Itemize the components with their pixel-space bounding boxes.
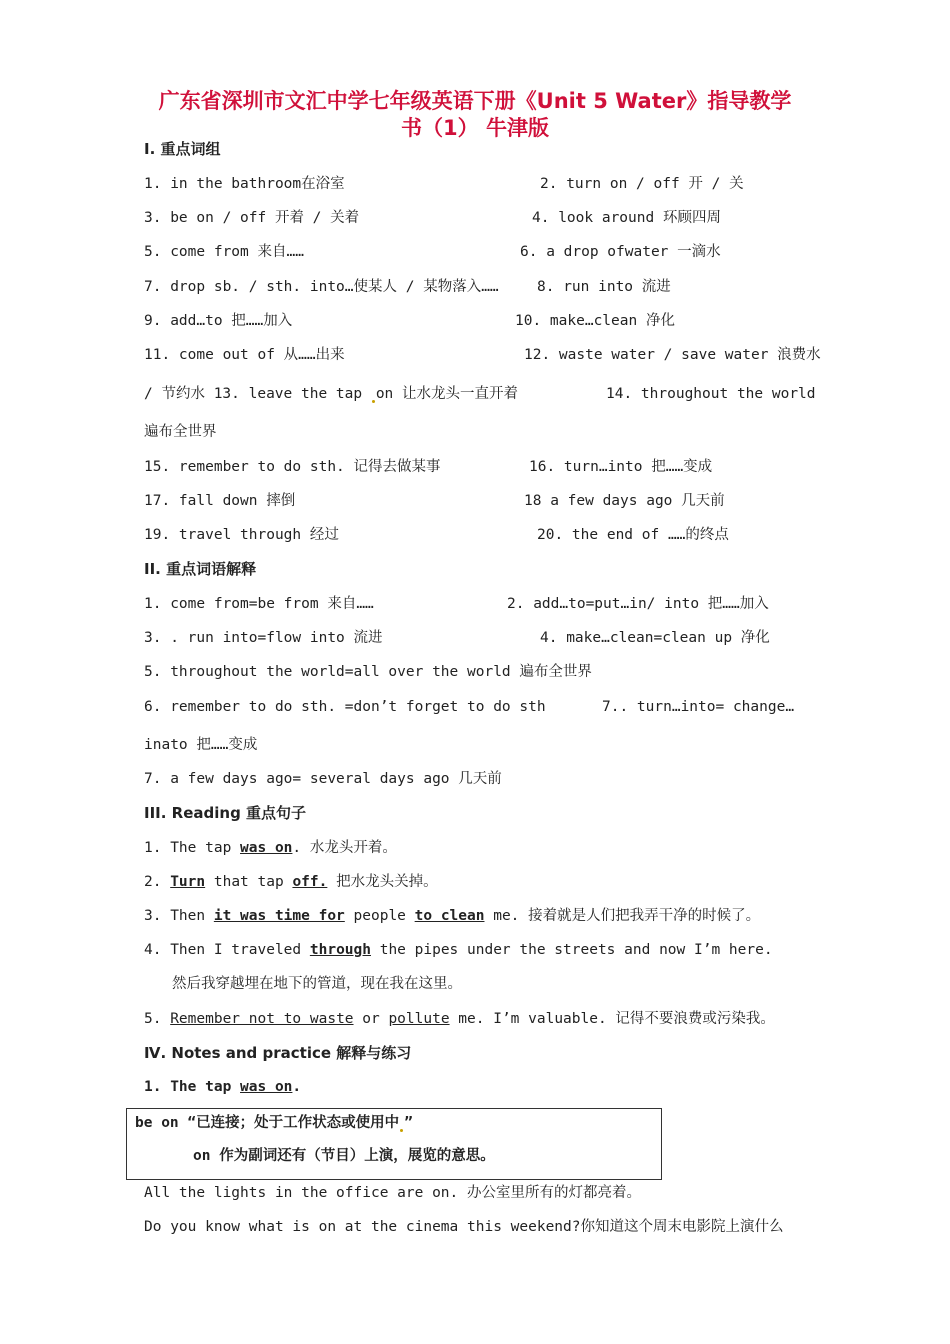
sentence-text: 把水龙头关掉。	[327, 874, 438, 890]
sentence-text: the pipes under the streets and now I’m here.	[370, 942, 773, 958]
sentence-key-phrase: pollute	[388, 1011, 450, 1027]
note-box-text: ”	[404, 1115, 413, 1131]
note-key-phrase: was on	[240, 1079, 293, 1095]
phrase-item: 5. come from 来自……	[144, 244, 304, 260]
sentence-text: 4. Then I traveled	[144, 942, 310, 958]
phrase-item: 9. add…to 把……加入	[144, 313, 293, 329]
phrase-item: 19. travel through 经过	[144, 527, 339, 543]
note-box-text: be on “已连接；处于工作状态或使用中	[135, 1115, 400, 1131]
explain-item: 4. make…clean=clean up 净化	[540, 630, 770, 646]
example-sentence-2: Do you know what is on at the cinema this weekend?你知道这个周末电影院上演什么	[144, 1219, 784, 1235]
title-line-2: 书（1） 牛津版	[401, 116, 549, 140]
phrase-item-continued	[144, 382, 518, 406]
phrase-item: 8. run into 流进	[537, 279, 671, 295]
phrase-text: on 让水龙头一直开着	[375, 386, 519, 402]
dot-mark	[372, 400, 375, 403]
section-1-heading: I. 重点词组	[144, 140, 221, 158]
note-box-line-2: on 作为副词还有（节目）上演，展览的意思。	[193, 1148, 495, 1164]
document-title	[100, 88, 850, 142]
note-text: .	[292, 1079, 302, 1095]
phrase-item: 20. the end of ……的终点	[537, 527, 729, 543]
sentence-3	[144, 904, 760, 928]
sentence-text: that tap	[205, 874, 293, 890]
phrase-item: 16. turn…into 把……变成	[529, 459, 713, 475]
explain-item: 3. . run into=flow into 流进	[144, 630, 383, 646]
phrase-item: 1. in the bathroom在浴室	[144, 176, 345, 192]
section-2-heading: II. 重点词语解释	[144, 560, 257, 578]
section-3-heading: III. Reading 重点句子	[144, 804, 307, 822]
phrase-item: 18 a few days ago 几天前	[524, 493, 725, 509]
phrase-item: 14. throughout the world	[606, 386, 816, 402]
phrase-item: 7. drop sb. / sth. into…使某人 / 某物落入……	[144, 279, 499, 295]
sentence-key-phrase: through	[309, 942, 371, 958]
sentence-key-phrase: Remember not to waste	[170, 1011, 354, 1027]
explain-item-continued: inato 把……变成	[144, 737, 258, 753]
explain-item: 5. throughout the world=all over the world 遍布全世界	[144, 664, 592, 680]
explain-item: 6. remember to do sth. =don’t forget to do sth	[144, 699, 546, 715]
phrase-item-continued: 遍布全世界	[144, 424, 217, 440]
explain-item: 7.. turn…into= change…	[602, 699, 795, 715]
sentence-text: 2.	[144, 874, 171, 890]
sentence-key-phrase: Turn	[170, 874, 206, 890]
sentence-text: me. I’m valuable. 记得不要浪费或污染我。	[449, 1011, 775, 1027]
sentence-1	[144, 836, 397, 860]
phrase-item: 15. remember to do sth. 记得去做某事	[144, 459, 441, 475]
sentence-2	[144, 870, 438, 894]
note-box	[126, 1108, 662, 1180]
explain-item: 2. add…to=put…in/ into 把……加入	[507, 596, 769, 612]
sentence-4	[144, 938, 773, 962]
phrase-item: 2. turn on / off 开 / 关	[540, 176, 744, 192]
explain-item: 7. a few days ago= several days ago 几天前	[144, 771, 502, 787]
phrase-item: 4. look around 环顾四周	[532, 210, 721, 226]
explain-item: 1. come from=be from 来自……	[144, 596, 374, 612]
phrase-item: 3. be on / off 开着 / 关着	[144, 210, 360, 226]
sentence-5	[144, 1007, 775, 1031]
section-4-heading: Ⅳ. Notes and practice 解释与练习	[144, 1044, 412, 1062]
sentence-4-translation: 然后我穿越埋在地下的管道，现在我在这里。	[172, 976, 462, 992]
dot-mark	[400, 1129, 403, 1132]
sentence-text: people	[344, 908, 415, 924]
sentence-text: or	[353, 1011, 389, 1027]
title-line-1: 广东省深圳市文汇中学七年级英语下册《Unit 5 Water》指导教学	[158, 89, 792, 113]
sentence-key-phrase: was on	[240, 840, 293, 856]
example-sentence-1: All the lights in the office are on. 办公室里所有的灯都亮着。	[144, 1185, 641, 1201]
phrase-item: 10. make…clean 净化	[515, 313, 675, 329]
sentence-key-phrase: off.	[292, 874, 328, 890]
phrase-item: 12. waste water / save water 浪费水	[524, 347, 821, 363]
phrase-item: 11. come out of 从……出来	[144, 347, 345, 363]
sentence-text: me. 接着就是人们把我弄干净的时候了。	[484, 908, 761, 924]
sentence-text: . 水龙头开着。	[292, 840, 397, 856]
sentence-key-phrase: to clean	[414, 908, 485, 924]
phrase-item: 17. fall down 摔倒	[144, 493, 296, 509]
sentence-text: 5.	[144, 1011, 171, 1027]
phrase-item: 6. a drop ofwater 一滴水	[520, 244, 721, 260]
note-subheading	[144, 1075, 301, 1099]
sentence-key-phrase: it was time for	[213, 908, 345, 924]
sentence-text: 3. Then	[144, 908, 214, 924]
note-text: 1. The tap	[144, 1079, 241, 1095]
sentence-text: 1. The tap	[144, 840, 241, 856]
note-box-line-1	[135, 1111, 413, 1135]
phrase-text: / 节约水 13. leave the tap	[144, 386, 371, 402]
